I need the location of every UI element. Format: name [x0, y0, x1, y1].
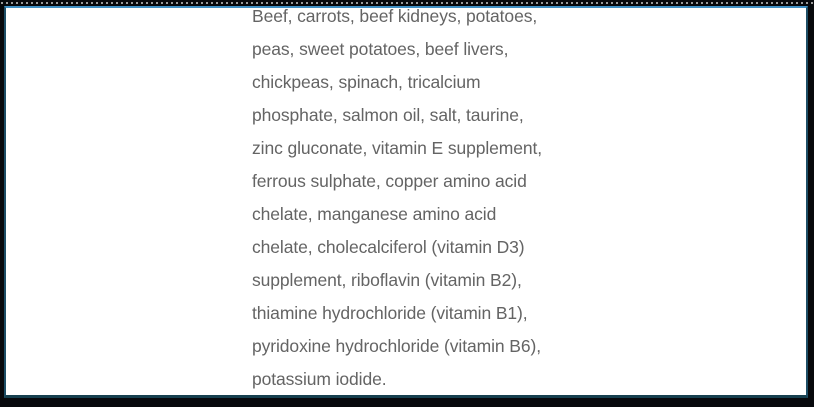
- ingredients-list: [252, 0, 542, 396]
- ingredient-line: peas, sweet potatoes, beef livers,: [252, 39, 509, 59]
- ingredient-line: thiamine hydrochloride (vitamin B1),: [252, 303, 528, 323]
- ingredient-line: chickpeas, spinach, tricalcium: [252, 72, 481, 92]
- dashed-border-strip: [1, 2, 813, 4]
- ingredient-line: ferrous sulphate, copper amino acid: [252, 171, 527, 191]
- ingredient-line: zinc gluconate, vitamin E supplement,: [252, 138, 543, 158]
- ingredient-line: chelate, cholecalciferol (vitamin D3): [252, 237, 525, 257]
- ingredient-line: potassium iodide.: [252, 369, 387, 389]
- ingredient-line: chelate, manganese amino acid: [252, 204, 497, 224]
- ingredient-line: supplement, riboflavin (vitamin B2),: [252, 270, 522, 290]
- ingredient-line: Beef, carrots, beef kidneys, potatoes,: [252, 6, 538, 26]
- ingredient-line: phosphate, salmon oil, salt, taurine,: [252, 105, 524, 125]
- ingredient-line: pyridoxine hydrochloride (vitamin B6),: [252, 336, 541, 356]
